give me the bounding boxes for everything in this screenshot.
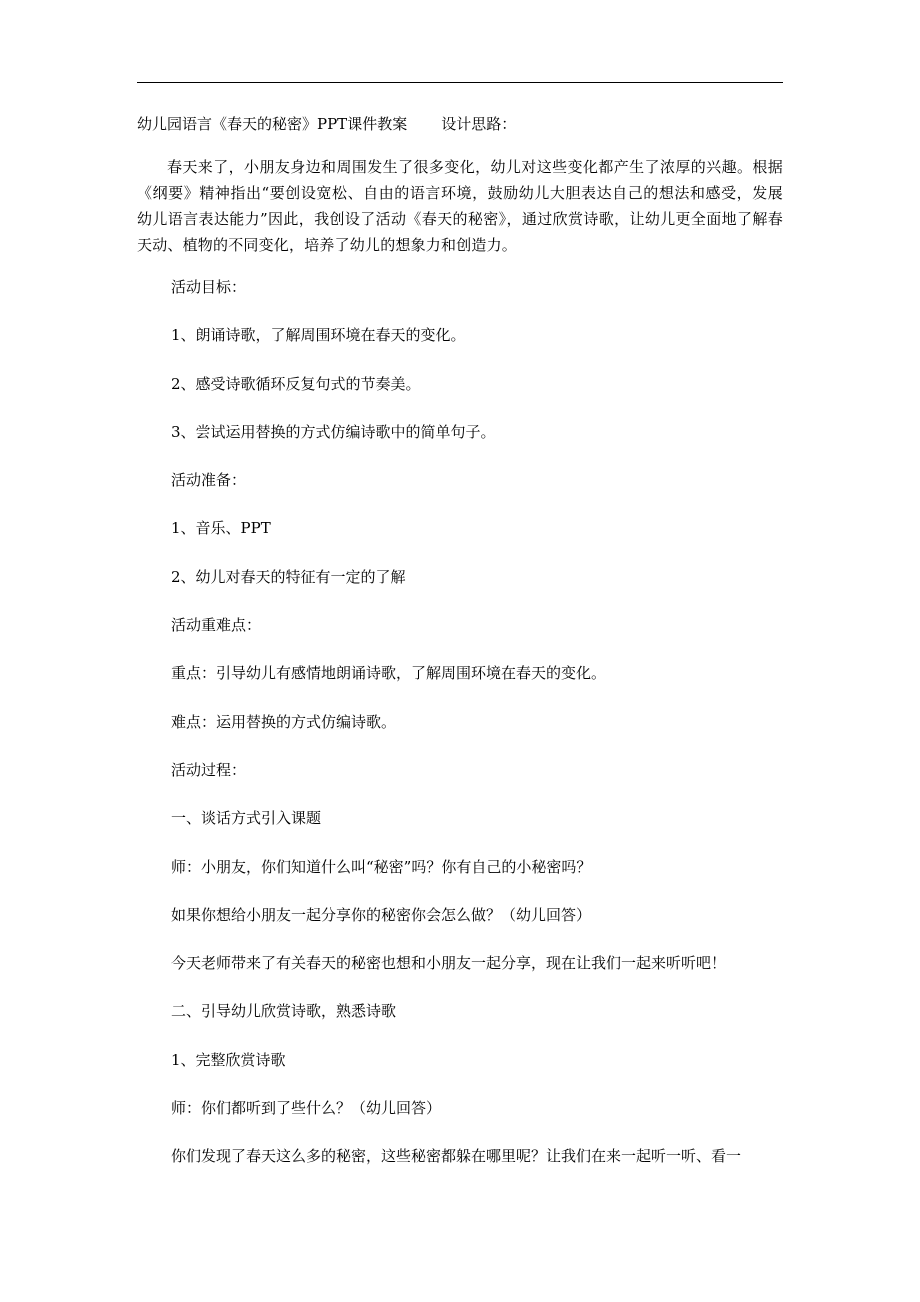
- section-heading-goals: 活动目标：: [171, 278, 247, 296]
- section-heading-key-points: 活动重难点：: [171, 616, 262, 635]
- header-rule: [137, 82, 783, 83]
- document-title: 幼儿园语言《春天的秘密》PPT课件教案: [137, 115, 408, 133]
- process-line: 师：小朋友，你们知道什么叫“秘密”吗？你有自己的小秘密吗？: [171, 857, 592, 876]
- document-title-line: [137, 110, 783, 138]
- process-line: 你们发现了春天这么多的秘密，这些秘密都躲在哪里呢？让我们在来一起听一听、看一: [171, 1147, 742, 1166]
- preparation-item-1: 1、音乐、PPT: [171, 519, 271, 538]
- section-heading-preparation: 活动准备：: [171, 471, 247, 490]
- key-point: 重点：引导幼儿有感情地朗诵诗歌，了解周围环境在春天的变化。: [171, 664, 607, 683]
- process-line: 如果你想给小朋友一起分享你的秘密你会怎么做？（幼儿回答）: [171, 905, 592, 924]
- design-idea-heading: 设计思路：: [441, 115, 517, 133]
- intro-paragraph: 春天来了，小朋友身边和周围发生了很多变化，幼儿对这些变化都产生了浓厚的兴趣。根据《纲要》精神指出“要创设宽松、自由的语言环境，鼓励幼儿大胆表达自己的想法和感受，发展幼儿语言表达能力”因此，我创设了活动《春天的秘密》，通过欣赏诗歌，让幼儿更全面地了解春天动、植物的不同变化，培养了幼儿的想象力和创造力。: [137, 158, 783, 254]
- preparation-item-2: 2、幼儿对春天的特征有一定的了解: [171, 567, 406, 586]
- goal-item-3: 3、尝试运用替换的方式仿编诗歌中的简单句子。: [171, 422, 496, 441]
- goal-item-2: 2、感受诗歌循环反复句式的节奏美。: [171, 374, 421, 393]
- process-step-1: 一、谈话方式引入课题: [171, 809, 322, 828]
- process-line: 今天老师带来了有关春天的秘密也想和小朋友一起分享，现在让我们一起来听听吧！: [171, 954, 727, 973]
- process-step-2: 二、引导幼儿欣赏诗歌，熟悉诗歌: [171, 1002, 397, 1021]
- document-content: [137, 110, 783, 258]
- document-body: [137, 276, 797, 1194]
- difficult-point: 难点：运用替换的方式仿编诗歌。: [171, 712, 397, 731]
- section-heading-process: 活动过程：: [171, 760, 247, 779]
- process-line: 师：你们都听到了些什么？（幼儿回答）: [171, 1099, 442, 1118]
- process-substep-1: 1、完整欣赏诗歌: [171, 1050, 286, 1069]
- goal-item-1: 1、朗诵诗歌，了解周围环境在春天的变化。: [171, 326, 466, 345]
